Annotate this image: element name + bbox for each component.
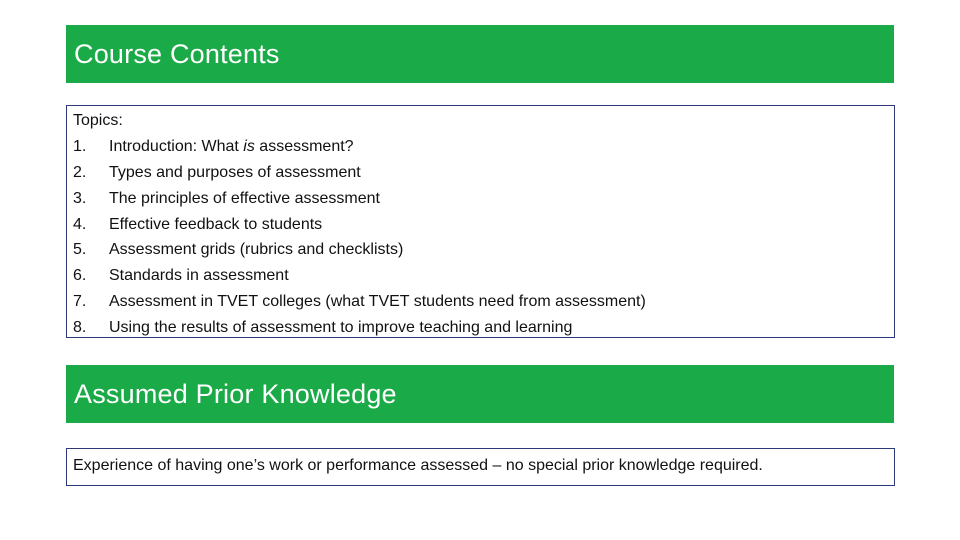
- topic-item: [73, 160, 888, 186]
- topic-text: Assessment grids (rubrics and checklists): [109, 241, 404, 259]
- prior-knowledge-text: Experience of having one’s work or performance assessed – no special prior knowledge required.: [73, 457, 763, 474]
- topic-number: 4.: [73, 215, 87, 233]
- topic-item: [73, 237, 888, 263]
- topic-text: Assessment in TVET colleges (what TVET students need from assessment): [109, 293, 646, 311]
- topic-text: Types and purposes of assessment: [109, 163, 361, 181]
- topic-number: 3.: [73, 189, 87, 207]
- topic-item: [73, 212, 888, 238]
- topic-item: [73, 315, 888, 341]
- prior-knowledge-title: Assumed Prior Knowledge: [74, 378, 397, 409]
- topic-item: [73, 289, 888, 315]
- course-contents-banner: [66, 25, 894, 83]
- topic-text: Using the results of assessment to improve teaching and learning: [109, 319, 573, 337]
- topics-colon: :: [118, 112, 123, 129]
- topic-number: 1.: [73, 137, 87, 155]
- topic-text: The principles of effective assessment: [109, 189, 380, 207]
- prior-knowledge-box: [66, 448, 895, 486]
- topic-number: 5.: [73, 241, 87, 259]
- topic-number: 2.: [73, 163, 87, 181]
- topic-number: 6.: [73, 267, 87, 285]
- topic-item: [73, 186, 888, 212]
- course-contents-title: Course Contents: [74, 38, 280, 69]
- topic-item: [73, 263, 888, 289]
- topic-number: 7.: [73, 293, 87, 311]
- topic-text-end: assessment?: [254, 137, 354, 155]
- prior-knowledge-banner: [66, 365, 894, 423]
- topic-number: 8.: [73, 319, 87, 337]
- topics-box: [66, 105, 895, 338]
- topic-item: [73, 134, 888, 160]
- topic-text: Standards in assessment: [109, 267, 289, 285]
- topic-text: Introduction: What: [109, 137, 244, 155]
- topics-heading: [73, 108, 888, 134]
- topic-emphasis: is: [243, 137, 255, 155]
- topics-label: Topics: [73, 112, 119, 129]
- topic-text: Effective feedback to students: [109, 215, 323, 233]
